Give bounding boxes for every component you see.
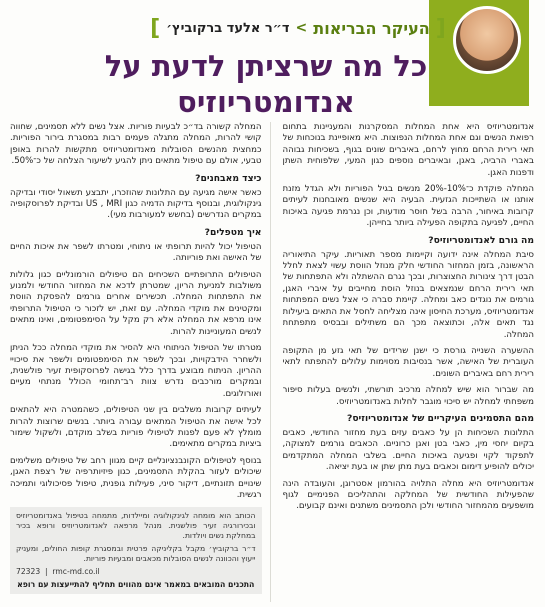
paragraph: הטיפול יכול להיות תרופתי או ניתוחי, ומטרתו לשפר את איכות החיים של האישה ואת פוריותה. [10,241,262,264]
paragraph: כאשר אישה מגיעה עם התלונות שהוזכרו, יתבצע תשאול יסודי ובדיקה גינקולוגית, ובנוסף בדיקות הדמיה כגון US , MRI ובדיקת לפרוסקופיה במקרים הנדרשים (בחשש למעורבות מעי). [10,187,262,221]
chevron-icon: > [295,20,308,36]
paragraph: בנוסף לטיפולים הקונבנציונליים קיים מגוון רחב של טיפולים משלימים שיכולים לעזור בהקלת התסמינים, כגון פיזיותרפיה של רצפת האגן, שינויים תזונתיים, דיקור סיני, פעילות גופנית, טיפול פסיכולוגי ותמיכה רגשית. [10,455,262,500]
paragraph: הטיפולים התרופתיים השכיחים הם טיפולים הורמונליים כגון גלולות משולבות למניעת הריון, שמטרתן לדכא את המחזור החודשי ולמנוע את התפתחות המחלה. תכשירים אחרים גורמים להפסקת הווסת ומקטינים את מוקדי המחלה. עם זאת, יש לזכור כי הטיפול התרופתי אינו מרפא את המחלה אלא רק מקל על הסימפטומים, ואינו מתאים לנשים המעוניינות להרות. [10,269,262,337]
paragraph: המחלה פוקדת כ־10%-20% מנשים בגיל הפוריות ולא הגדל מזנת אותנו או השתייכות הגזעית. הבעיה היא שנשים מאובחנות לעיתים קרובות באיחור, הרבה בשל חוסר מודעות, וכן נגרמת פגיעה באיכות החיים, לפגיעה בתקופה הפעילה ביותר בחייהן. [282,184,534,229]
note-line: ד״ר ברקוביץ׳ מקבל בקליניקה פרטית ובמסגרת קופות החולים, ומעניק ייעוץ והכוונה לנשים הסובלות מכאבים ומבעיות פוריות. [16,544,256,564]
paragraph: אנדומטריוזיס היא אחת המחלות המסקרנות והמעניינות בתחום רפואת הנשים וגם אחת המחלות הנפוצות. היא מאופיינת בנוכחות של תאי רירית הרחם מחוץ לרחם, באיברים שונים בגוף, בשכיחות גבוהה באברי הרביה, באגן, ובאיברים נוספים כגון המעי, שלפוחית השתן ודפנות האגן. [282,122,534,178]
paragraph: מטרתו של הטיפול הניתוחי היא להסיר את מוקדי המחלה ככל הניתן ולשחרר הידבקויות, ובכך לשפר את הסימפטומים ולשפר את סיכויי ההריון. הניתוח מבוצע בדרך כלל בגישה לפרוסקופית זעיר פולשנית, ובמקרים מורכבים נדרש צוות רב־תחומי הכולל מנתחי מעיים ואורולוגים. [10,343,262,399]
author-note [10,507,262,594]
paragraph: אנדומטריוזיס היא מחלה התלויה בהורמון אסטרוגן, והעובדה הינה שהפעילות החודשית של המחלקה והתהליכים הפנימיים לגוף מושפעים מהמחזור החודשי ולכן התסמינים משתנים ואינם קבועים. [282,478,534,512]
series-title: העיקר הבריאות [313,18,430,38]
paragraph: ההשערה השנייה גורסת כי ישנן שרידים של תאי גזע מן התקופה העוברית של האישה, אשר בנסיבות מסוימות עלולים להתפתח לתאי רירית רחם באיברים השונים. [282,345,534,379]
section-heading: מהם התסמינים העיקריים של אנדומטריוזיס? [346,412,534,424]
paragraph: סיבת המחלה אינה ידועה וקיימות מספר תאוריות. עיקר התיאוריה הראשונה, בזמן המחזור החודשי חלק מנוזל הווסת עשוי לצאת לחלל הבטן דרך צינורות החצוצרות, ובכך נגרם ההשתלה ולא התפתחות של תאי רירית הרחם שנמצאים בנוזל הוסת מחייבים על איברי האגן, גורמים את נוגדים כאב ומחלה. קיימת סברה כי אצל נשים המפתחות אנדומטריוזיס, מערכת החיסון אינה מצליחה לחסל את התאים ביעילות נגד תאים אלה, וכתוצאה מכך הם משתילים ובבסיס מתפתחת המחלה. [282,249,534,340]
section-heading: איך מטפלים? [204,226,262,238]
paragraph: מה שברור הוא שיש למחלה מרכיב תורשתי, ולנשים בעלות סיפור משפחתי למחלה יש סיכוי מוגבר לחלות באנדומטריוזיס. [282,385,534,407]
note-line: הכותב הוא מומחה לגינקולוגיה ומיילדות, מתמחה בטיפול באנדומטריוזיס ובכירורגיה זעיר פולשנית. מנהל מרפאה לאנדומטריוזיס ורופא בכיר במחלקת נשים ויולדות. [16,511,256,541]
disclaimer: התכנים המובאים במאמר אינם מהווים תחליף להתייעצות עם רופא [17,580,255,590]
right-bracket-icon: ] [150,15,161,41]
title-line-2: אנדומטריוזיס [177,85,355,119]
author-name: ד״ר אלעד ברקוביץ׳ [166,20,290,36]
note-phone: 72323 [16,567,41,577]
section-heading: מה גורם לאנדומטריוזיס? [428,234,534,246]
left-bracket-icon: [ [435,15,446,41]
column-header [122,14,474,42]
right-column [283,122,535,602]
title-line-1: כל מה שרציתן לדעת על [104,49,428,83]
article-title [96,48,436,120]
section-heading: כיצד מאבחנים? [195,172,262,184]
article-body [10,122,534,602]
paragraph: התלונות השכיחות הן על כאבים עזים בעת מחזור החודשי, כאבים בקיום יחסי מין, כאבי בטן ואגן כרוניים. הכאבים גורמים למצוקה, לתפקוד לקוי ופגיעה באיכות החיים. בשלבי המחלה המתקדמים יכולים להופיע דימום וכאבים בעת מתן שתן או בעת יציאה. [282,427,534,473]
paragraph: לעיתים קרובות משלבים בין שני הטיפולים, כשהמטרה היא להתאים לכל אישה את הטיפול המתאים עבורה ביותר. בנשים שרוצות להרות מומלץ לא פעם לפנות לטיפולי פוריות בשלב מוקדם, ולשקול שימור ביציות במקרים מתאימים. [10,405,262,450]
note-contact: 72323 | rmc-md.co.il [16,567,100,577]
paragraph: המחלה קשורה בד״כ לבעיות פוריות. אצל נשים ללא תסמינים, שחווה קושי להרות, המחלה מתגלה פעמים רבות במסגרת בירור הפוריות. כמחצית מהנשים הסובלות מאנדומטריוזיס מתקשות להרות באופן טבעי, אולם עם טיפול מתאים ניתן להגיע לשיעור הצלחה של כ־50%. [10,122,262,167]
left-column [10,122,271,602]
left-column-text [10,122,262,501]
note-site: rmc-md.co.il [52,567,100,577]
